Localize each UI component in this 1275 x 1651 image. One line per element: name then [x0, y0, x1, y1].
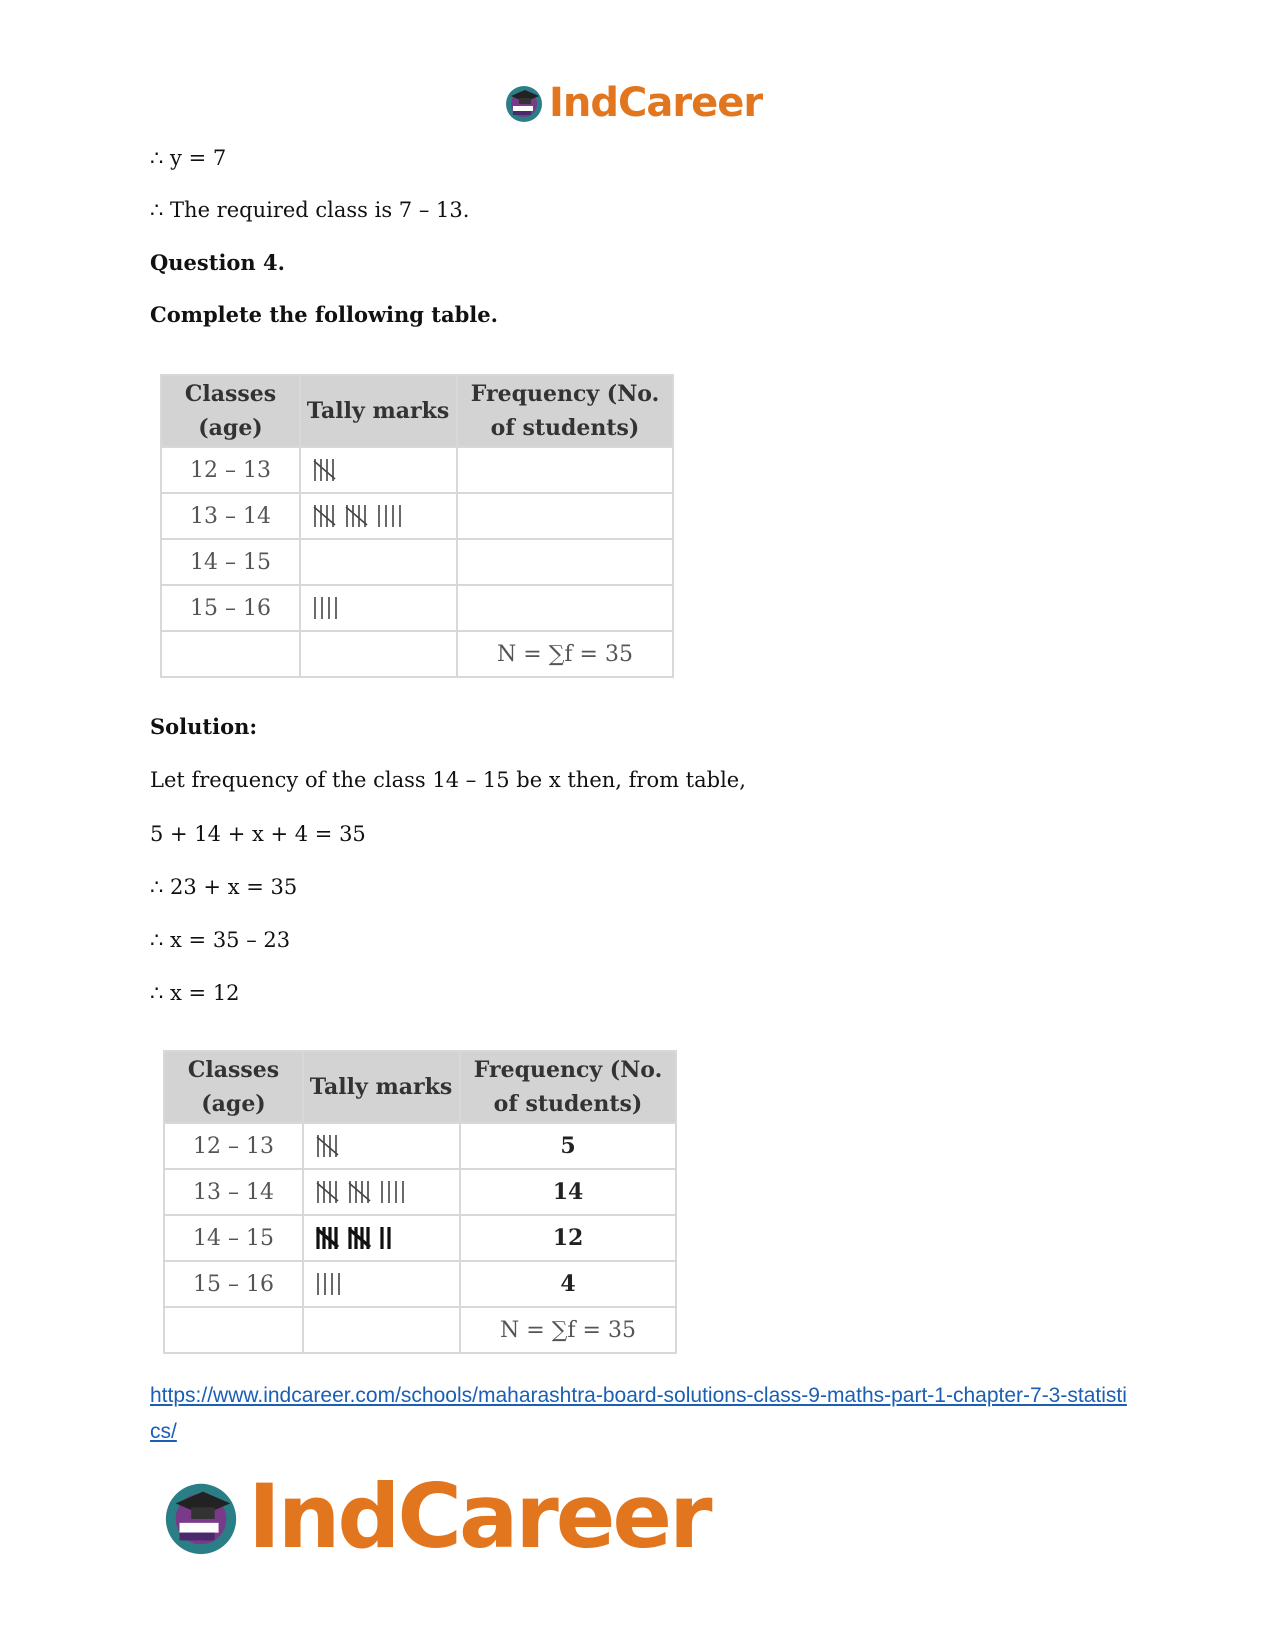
tally-marks-icon — [316, 1223, 398, 1253]
header-tally: Tally marks — [300, 375, 457, 447]
solution-line: Let frequency of the class 14 – 15 be x then, from table, — [150, 768, 746, 792]
solution-line: ∴ x = 12 — [150, 981, 240, 1005]
table-total-row — [161, 631, 673, 677]
tally-marks-icon — [316, 1131, 352, 1161]
header-frequency: Frequency (No. of students) — [457, 375, 673, 447]
tally-cell — [303, 1123, 460, 1169]
class-cell: 12 – 13 — [161, 447, 300, 493]
header-classes: Classes (age) — [164, 1051, 303, 1123]
total-cell: N = ∑f = 35 — [457, 631, 673, 677]
tally-cell — [303, 1261, 460, 1307]
table-total-row — [164, 1307, 676, 1353]
tally-stroke — [317, 1137, 338, 1155]
table-row — [161, 585, 673, 631]
table-header-row — [161, 375, 673, 447]
tally-cell — [300, 493, 457, 539]
table-header-row — [164, 1051, 676, 1123]
answer-table — [163, 1050, 677, 1354]
source-link[interactable]: https://www.indcareer.com/schools/maharashtra-board-solutions-class-9-maths-part-1-chapter-7-3-statistics/ — [150, 1384, 1127, 1443]
table-row — [164, 1215, 676, 1261]
tally-cell — [300, 447, 457, 493]
class-cell: 14 – 15 — [161, 539, 300, 585]
tally-stroke — [314, 461, 335, 479]
tally-marks-icon — [316, 1177, 412, 1207]
statement-line: ∴ y = 7 — [150, 146, 227, 170]
total-cell: N = ∑f = 35 — [460, 1307, 676, 1353]
frequency-cell: 14 — [460, 1169, 676, 1215]
question-table — [160, 374, 674, 678]
logo-wordmark: IndCareer — [248, 1465, 710, 1568]
frequency-cell — [457, 447, 673, 493]
tally-stroke — [314, 507, 335, 525]
tally-marks-icon — [313, 593, 345, 623]
class-cell: 14 – 15 — [164, 1215, 303, 1261]
tally-stroke — [317, 1183, 338, 1201]
statement-line: ∴ The required class is 7 – 13. — [150, 198, 470, 222]
header-classes: Classes (age) — [161, 375, 300, 447]
class-cell: 12 – 13 — [164, 1123, 303, 1169]
solution-line: ∴ x = 35 – 23 — [150, 928, 291, 952]
tally-stroke — [349, 1183, 370, 1201]
indcareer-logo-bottom — [160, 1465, 710, 1568]
table-row — [161, 493, 673, 539]
frequency-cell: 4 — [460, 1261, 676, 1307]
class-cell: 13 – 14 — [161, 493, 300, 539]
table-row — [164, 1261, 676, 1307]
frequency-cell — [457, 493, 673, 539]
solution-line: ∴ 23 + x = 35 — [150, 875, 298, 899]
frequency-cell: 5 — [460, 1123, 676, 1169]
class-cell: 15 – 16 — [161, 585, 300, 631]
question-title: Question 4. — [150, 250, 285, 275]
frequency-cell — [457, 585, 673, 631]
graduation-cap-icon — [160, 1476, 242, 1558]
class-cell: 13 – 14 — [164, 1169, 303, 1215]
graduation-cap-icon — [503, 82, 545, 124]
header-frequency: Frequency (No. of students) — [460, 1051, 676, 1123]
solution-title: Solution: — [150, 714, 258, 739]
class-cell: 15 – 16 — [164, 1261, 303, 1307]
frequency-cell — [457, 539, 673, 585]
tally-stroke — [346, 507, 367, 525]
tally-cell — [300, 585, 457, 631]
table-row — [164, 1123, 676, 1169]
question-prompt: Complete the following table. — [150, 302, 498, 327]
tally-marks-icon — [313, 455, 349, 485]
tally-marks-icon — [313, 501, 409, 531]
tally-cell — [303, 1169, 460, 1215]
tally-cell — [300, 539, 457, 585]
frequency-cell: 12 — [460, 1215, 676, 1261]
tally-cell — [303, 1215, 460, 1261]
table-row — [164, 1169, 676, 1215]
solution-line: 5 + 14 + x + 4 = 35 — [150, 822, 366, 846]
table-row — [161, 539, 673, 585]
logo-wordmark: IndCareer — [549, 80, 763, 126]
table-row — [161, 447, 673, 493]
indcareer-logo-top — [503, 80, 762, 126]
tally-marks-icon — [316, 1269, 348, 1299]
header-tally: Tally marks — [303, 1051, 460, 1123]
